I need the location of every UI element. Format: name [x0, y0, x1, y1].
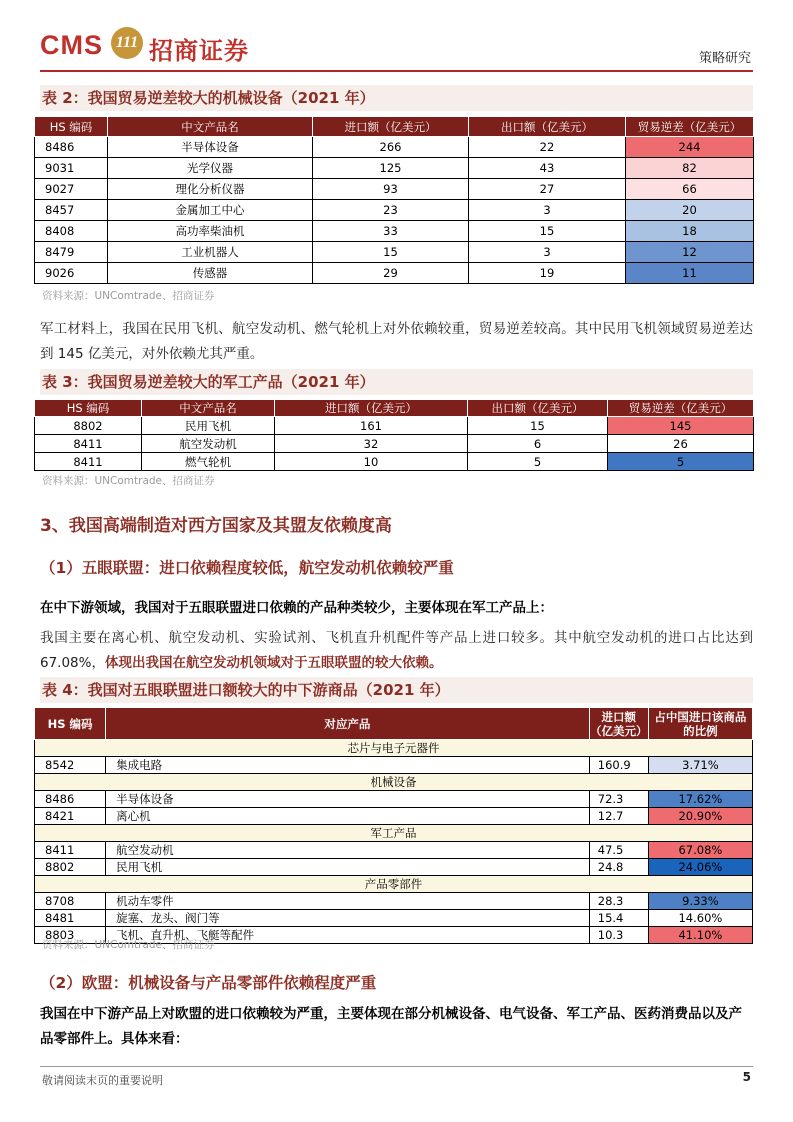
- export-value-cell: 6: [468, 435, 608, 453]
- hs-code-cell: 9026: [35, 263, 108, 284]
- product-name-cell: 理化分析仪器: [108, 179, 313, 200]
- report-section-label: 策略研究: [698, 51, 751, 66]
- import-value-cell: 10: [275, 453, 468, 471]
- table4-row: [35, 893, 753, 910]
- table4-row: [35, 842, 753, 859]
- footer-divider: [40, 1066, 753, 1067]
- five-eyes-summary: 在中下游领域，我国对于五眼联盟进口依赖的产品种类较少，主要体现在军工产品上：: [40, 600, 553, 616]
- hs-code-cell: 8486: [35, 137, 108, 158]
- table2-row: [35, 200, 754, 221]
- table4-row: [35, 910, 753, 927]
- hs-code-cell: 8802: [35, 417, 142, 435]
- deficit-value-cell: 26: [608, 435, 754, 453]
- export-value-cell: 22: [469, 137, 626, 158]
- hs-code-cell: 8411: [35, 453, 142, 471]
- subsection-five-eyes: （1）五眼联盟：进口依赖程度较低，航空发动机依赖较严重: [40, 559, 454, 577]
- import-value-cell: 15: [313, 242, 469, 263]
- export-value-cell: 27: [469, 179, 626, 200]
- table2-row: [35, 179, 754, 200]
- table2-row: [35, 137, 754, 158]
- table2-row: [35, 242, 754, 263]
- table4-col-hs: HS 编码: [35, 708, 106, 740]
- table4-category-row: [35, 740, 753, 757]
- product-name-cell: 光学仪器: [108, 158, 313, 179]
- import-share-cell: 67.08%: [648, 842, 752, 859]
- table2-col-export: 出口额（亿美元）: [469, 117, 626, 137]
- product-name-cell: 集成电路: [106, 757, 590, 774]
- table4-source: 资料来源：UNComtrade、招商证券: [42, 939, 215, 951]
- table4-header-row: [35, 708, 753, 740]
- import-value-cell: 161: [275, 417, 468, 435]
- table2-col-hs: HS 编码: [35, 117, 108, 137]
- table4-row: [35, 791, 753, 808]
- hs-code-cell: 9027: [35, 179, 108, 200]
- export-value-cell: 15: [469, 221, 626, 242]
- table3-col-deficit: 贸易逆差（亿美元）: [608, 400, 754, 417]
- table2-source: 资料来源：UNComtrade、招商证券: [42, 290, 215, 302]
- hs-code-cell: 8411: [35, 842, 106, 859]
- import-value-cell: 24.8: [589, 859, 648, 876]
- hs-code-cell: 8408: [35, 221, 108, 242]
- table4-col-import-line1: 进口额: [601, 709, 637, 724]
- table4-col-share-line1: 占中国进口该商品: [654, 709, 747, 724]
- import-value-cell: 93: [313, 179, 469, 200]
- table4-col-import-line2: （亿美元）: [590, 723, 648, 738]
- table2-row: [35, 221, 754, 242]
- table4: [34, 707, 753, 944]
- table3-header-row: [35, 400, 754, 417]
- product-name-cell: 金属加工中心: [108, 200, 313, 221]
- import-value-cell: 266: [313, 137, 469, 158]
- table4-category-row: [35, 876, 753, 893]
- product-name-cell: 旋塞、龙头、阀门等: [106, 910, 590, 927]
- hs-code-cell: 8802: [35, 859, 106, 876]
- export-value-cell: 3: [469, 200, 626, 221]
- eu-summary: 我国在中下游产品上对欧盟的进口依赖较为严重，主要体现在部分机械设备、电气设备、军工产品、医药消费品以及产品零部件上。具体来看：: [40, 1006, 742, 1047]
- table4-col-share-line2: 的比例: [683, 723, 718, 738]
- import-share-cell: 14.60%: [648, 910, 752, 927]
- export-value-cell: 15: [468, 417, 608, 435]
- export-value-cell: 43: [469, 158, 626, 179]
- header-divider: [40, 70, 753, 72]
- product-name-cell: 半导体设备: [108, 137, 313, 158]
- table4-col-product: 对应产品: [106, 708, 590, 740]
- table2: [34, 116, 754, 284]
- hs-code-cell: 8421: [35, 808, 106, 825]
- deficit-value-cell: 145: [608, 417, 754, 435]
- deficit-value-cell: 66: [626, 179, 754, 200]
- product-name-cell: 离心机: [106, 808, 590, 825]
- hs-code-cell: 8708: [35, 893, 106, 910]
- deficit-value-cell: 20: [626, 200, 754, 221]
- import-value-cell: 23: [313, 200, 469, 221]
- table3: [34, 399, 754, 471]
- import-value-cell: 33: [313, 221, 469, 242]
- product-name-cell: 工业机器人: [108, 242, 313, 263]
- import-value-cell: 28.3: [589, 893, 648, 910]
- section-heading-3: 3、我国高端制造对西方国家及其盟友依赖度高: [40, 516, 392, 536]
- import-share-cell: 24.06%: [648, 859, 752, 876]
- category-label-cell: 军工产品: [35, 825, 753, 842]
- deficit-value-cell: 18: [626, 221, 754, 242]
- deficit-value-cell: 5: [608, 453, 754, 471]
- table3-row: [35, 417, 754, 435]
- deficit-value-cell: 244: [626, 137, 754, 158]
- import-value-cell: 12.7: [589, 808, 648, 825]
- hs-code-cell: 8411: [35, 435, 142, 453]
- table3-source: 资料来源：UNComtrade、招商证券: [42, 475, 215, 487]
- table4-col-import: [589, 708, 648, 740]
- product-name-cell: 高功率柴油机: [108, 221, 313, 242]
- hs-code-cell: 8457: [35, 200, 108, 221]
- product-name-cell: 民用飞机: [106, 859, 590, 876]
- category-label-cell: 机械设备: [35, 774, 753, 791]
- paragraph-military-materials: 军工材料上，我国在民用飞机、航空发动机、燃气轮机上对外依赖较重，贸易逆差较高。其中民用飞机领域贸易逆差达到 145 亿美元，对外依赖尤其严重。: [40, 321, 753, 362]
- product-name-cell: 飞机、直升机、飞艇等配件: [106, 927, 590, 944]
- deficit-value-cell: 82: [626, 158, 754, 179]
- category-label-cell: 芯片与电子元器件: [35, 740, 753, 757]
- table4-title: 表 4：我国对五眼联盟进口额较大的中下游商品（2021 年）: [40, 677, 753, 703]
- table4-category-row: [35, 825, 753, 842]
- import-value-cell: 47.5: [589, 842, 648, 859]
- table2-col-name: 中文产品名: [108, 117, 313, 137]
- import-share-cell: 20.90%: [648, 808, 752, 825]
- table3-col-import: 进口额（亿美元）: [275, 400, 468, 417]
- table2-col-deficit: 贸易逆差（亿美元）: [626, 117, 754, 137]
- table4-category-row: [35, 774, 753, 791]
- logo-badge-icon: 111: [111, 27, 143, 59]
- product-name-cell: 传感器: [108, 263, 313, 284]
- table4-row: [35, 808, 753, 825]
- product-name-cell: 民用飞机: [142, 417, 275, 435]
- import-value-cell: 125: [313, 158, 469, 179]
- category-label-cell: 产品零部件: [35, 876, 753, 893]
- paragraph-five-eyes: [40, 626, 753, 676]
- import-value-cell: 29: [313, 263, 469, 284]
- export-value-cell: 3: [469, 242, 626, 263]
- table4-row: [35, 757, 753, 774]
- footer-disclaimer-note: 敬请阅读末页的重要说明: [42, 1074, 163, 1087]
- table3-title: 表 3：我国贸易逆差较大的军工产品（2021 年）: [40, 369, 753, 395]
- table4-row: [35, 859, 753, 876]
- paragraph-five-eyes-emphasis: 体现出我国在航空发动机领域对于五眼联盟的较大依赖。: [104, 655, 443, 671]
- table2-col-import: 进口额（亿美元）: [313, 117, 469, 137]
- import-share-cell: 3.71%: [648, 757, 752, 774]
- import-share-cell: 17.62%: [648, 791, 752, 808]
- import-value-cell: 160.9: [589, 757, 648, 774]
- table4-col-share: [648, 708, 752, 740]
- table3-col-hs: HS 编码: [35, 400, 142, 417]
- product-name-cell: 燃气轮机: [142, 453, 275, 471]
- logo-company-name: 招商证券: [149, 37, 249, 65]
- table2-row: [35, 158, 754, 179]
- product-name-cell: 航空发动机: [106, 842, 590, 859]
- paragraph-five-eyes-text: 我国主要在离心机、航空发动机、实验试剂、飞机直升机配件等产品上进口较多。其中航空发动机的进口占比达到 67.08%，: [40, 630, 753, 671]
- logo-cms-text: CMS: [40, 30, 103, 60]
- table2-header-row: [35, 117, 754, 137]
- table3-row: [35, 453, 754, 471]
- hs-code-cell: 8479: [35, 242, 108, 263]
- page-number: 5: [742, 1070, 751, 1084]
- hs-code-cell: 8803: [35, 927, 106, 944]
- import-share-cell: 9.33%: [648, 893, 752, 910]
- hs-code-cell: 9031: [35, 158, 108, 179]
- export-value-cell: 19: [469, 263, 626, 284]
- hs-code-cell: 8486: [35, 791, 106, 808]
- import-value-cell: 72.3: [589, 791, 648, 808]
- table3-col-export: 出口额（亿美元）: [468, 400, 608, 417]
- hs-code-cell: 8481: [35, 910, 106, 927]
- import-value-cell: 10.3: [589, 927, 648, 944]
- import-share-cell: 41.10%: [648, 927, 752, 944]
- product-name-cell: 航空发动机: [142, 435, 275, 453]
- subsection-eu: （2）欧盟：机械设备与产品零部件依赖程度严重: [40, 974, 377, 992]
- deficit-value-cell: 11: [626, 263, 754, 284]
- hs-code-cell: 8542: [35, 757, 106, 774]
- deficit-value-cell: 12: [626, 242, 754, 263]
- import-value-cell: 15.4: [589, 910, 648, 927]
- table2-row: [35, 263, 754, 284]
- table3-col-name: 中文产品名: [142, 400, 275, 417]
- table3-row: [35, 435, 754, 453]
- export-value-cell: 5: [468, 453, 608, 471]
- product-name-cell: 机动车零件: [106, 893, 590, 910]
- import-value-cell: 32: [275, 435, 468, 453]
- table2-title: 表 2：我国贸易逆差较大的机械设备（2021 年）: [40, 85, 753, 111]
- product-name-cell: 半导体设备: [106, 791, 590, 808]
